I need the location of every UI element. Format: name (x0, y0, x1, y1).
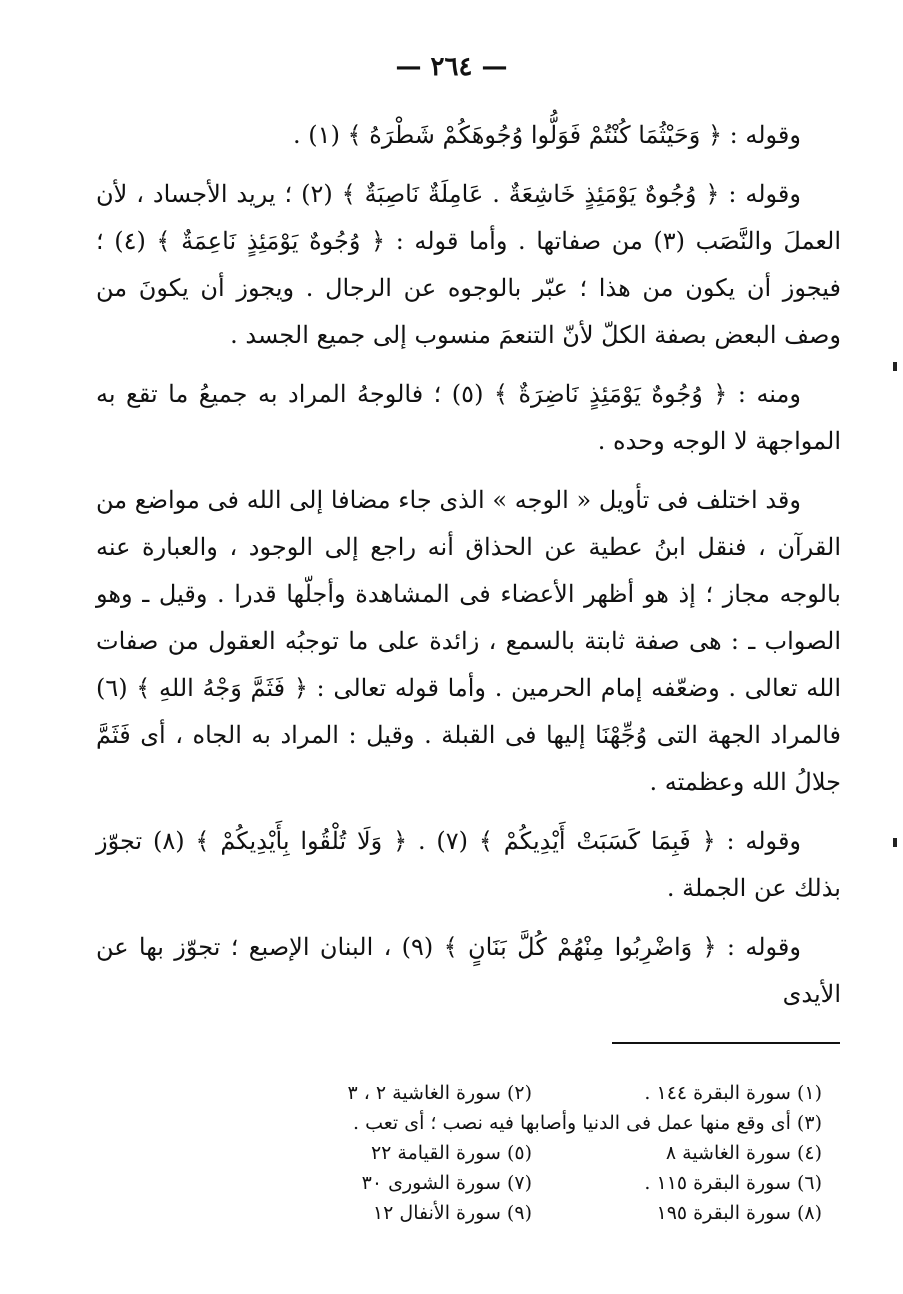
footnote-row (262, 1108, 822, 1138)
footnote-5: (٥) سورة القيامة ٢٢ (370, 1142, 532, 1164)
footnote-separator (612, 1042, 840, 1044)
paragraph: وقد اختلف فى تأويل « الوجه » الذى جاء مضافا إلى الله فى مواضع من القرآن ، فنقل ابنُ عطية عن الحذاق أنه راجع إلى الوجود ، والعبارة عنه بالوجه مجاز ؛ إذ هو أظهر الأعضاء فى المشاهدة وأجلّها قدرا . وقيل ـ وهو الصواب ـ : هى صفة ثابتة بالسمع ، زائدة على ما توجبُه العقول من صفات الله تعالى . وضعّفه إمام الحرمين . وأما قوله تعالى : ﴿ فَثَمَّ وَجْهُ اللهِ ﴾ (٦) فالمراد الجهة التى وُجِّهْنَا إليها فى القبلة . وقيل : المراد به الجاه ، أى فَثَمَّ جلالُ الله وعظمته . (96, 486, 842, 796)
footnote-1: (١) سورة البقرة ١٤٤ . (644, 1082, 822, 1104)
footnote-4: (٤) سورة الغاشية ٨ (665, 1142, 822, 1164)
footnote-3: (٣) أى وقع منها عمل فى الدنيا وأصابها فيه نصب ؛ أى تعب . (352, 1112, 822, 1134)
scan-edge-mark (893, 838, 897, 847)
footnote-9: (٩) سورة الأنفال ١٢ (372, 1202, 532, 1224)
footnote-2: (٢) سورة الغاشية ٢ ، ٣ (347, 1082, 532, 1104)
footnote-6: (٦) سورة البقرة ١١٥ . (644, 1172, 822, 1194)
main-text (96, 112, 841, 1030)
footnote-7: (٧) سورة الشورى ٣٠ (361, 1172, 532, 1194)
paragraph: وقوله : ﴿ فَبِمَا كَسَبَتْ أَيْدِيكُمْ ﴾ (٧) . ﴿ وَلَا تُلْقُوا بِأَيْدِيكُمْ ﴾ (٨) تجوّز بذلك عن الجملة . (96, 827, 841, 902)
paragraph: وقوله : ﴿ وُجُوهٌ يَوْمَئِذٍ خَاشِعَةٌ . عَامِلَةٌ نَاصِبَةٌ ﴾ (٢) ؛ يريد الأجساد ، لأن العملَ والنَّصَب (٣) من صفاتها . وأما قوله : ﴿ وُجُوهٌ يَوْمَئِذٍ نَاعِمَةٌ ﴾ (٤) ؛ فيجوز أن يكون من هذا ؛ عبّر بالوجوه عن الرجال . ويجوز أن يكونَ من وصف البعض بصفة الكلّ لأنّ التنعمَ منسوب إلى جميع الجسد . (96, 180, 842, 349)
footnote-row (262, 1138, 822, 1168)
paragraph: ومنه : ﴿ وُجُوهٌ يَوْمَئِذٍ نَاضِرَةٌ ﴾ (٥) ؛ فالوجهُ المراد به جميعُ ما تقع به المواجهة لا الوجه وحده . (96, 380, 841, 455)
footnote-8: (٨) سورة البقرة ١٩٥ (656, 1202, 822, 1224)
page-number: — ٢٦٤ — (395, 52, 508, 82)
footnote-row (262, 1198, 822, 1228)
paragraph: وقوله : ﴿ وَاضْرِبُوا مِنْهُمْ كُلَّ بَنَانٍ ﴾ (٩) ، البنان الإصبع ؛ تجوّز بها عن الأيدى (96, 933, 841, 1008)
footnotes (262, 1078, 822, 1228)
scan-edge-mark (893, 362, 897, 371)
footnote-row (262, 1078, 822, 1108)
footnote-row (262, 1168, 822, 1198)
paragraph: وقوله : ﴿ وَحَيْثُمَا كُنْتُمْ فَوَلُّوا وُجُوهَكُمْ شَطْرَهُ ﴾ (١) . (293, 121, 801, 149)
